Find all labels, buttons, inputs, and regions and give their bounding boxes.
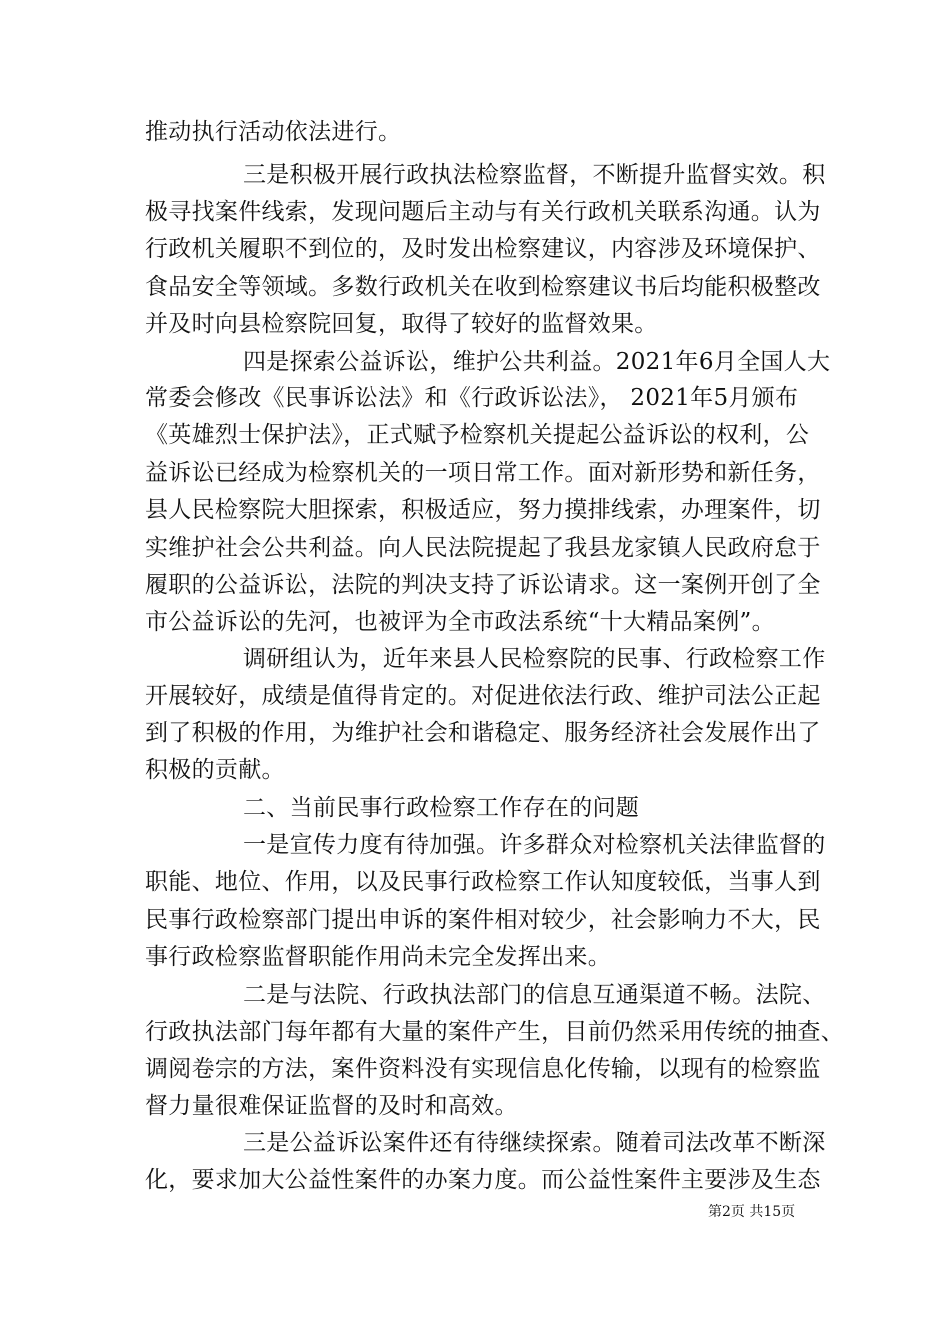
paragraph-first-line: 三是公益诉讼案件还有待继续探索。随着司法改革不断深 <box>243 1130 826 1156</box>
text-line: 实维护社会公共利益。向人民法院提起了我县龙家镇人民政府怠于 <box>145 535 821 561</box>
text-line: 并及时向县检察院回复，取得了较好的监督效果。 <box>145 311 658 337</box>
text-line: 常委会修改《民事诉讼法》和《行政诉讼法》， 2021年5月颁布 <box>145 385 799 411</box>
paragraph-first-line: 调研组认为，近年来县人民检察院的民事、行政检察工作 <box>243 646 826 672</box>
paragraph-first-line: 三是积极开展行政执法检察监督，不断提升监督实效。积 <box>243 162 826 188</box>
text-line: 调阅卷宗的方法，案件资料没有实现信息化传输，以现有的检察监 <box>145 1056 821 1082</box>
text-line: 履职的公益诉讼，法院的判决支持了诉讼请求。这一案例开创了全 <box>145 572 821 598</box>
paragraph-first-line: 一是宣传力度有待加强。许多群众对检察机关法律监督的 <box>243 832 826 858</box>
text-line: 到了积极的作用，为维护社会和谐稳定、服务经济社会发展作出了 <box>145 720 821 746</box>
text-line: 食品安全等领域。多数行政机关在收到检察建议书后均能积极整改 <box>145 274 821 300</box>
text-line: 督力量很难保证监督的及时和高效。 <box>145 1093 518 1119</box>
text-line: 行政执法部门每年都有大量的案件产生，目前仍然采用传统的抽查、 <box>145 1019 844 1045</box>
text-line: 《英雄烈士保护法》，正式赋予检察机关提起公益诉讼的权利，公 <box>145 422 810 448</box>
text-line: 极寻找案件线索，发现问题后主动与有关行政机关联系沟通。认为 <box>145 199 821 225</box>
text-line: 化，要求加大公益性案件的办案力度。而公益性案件主要涉及生态 <box>145 1167 821 1193</box>
text-line: 推动执行活动依法进行。 <box>145 119 402 145</box>
text-line: 县人民检察院大胆探索，积极适应，努力摸排线索，办理案件，切 <box>145 497 821 523</box>
page-number-footer: 第2页 共15页 <box>708 1204 796 1220</box>
text-line: 行政机关履职不到位的，及时发出检察建议，内容涉及环境保护、 <box>145 236 821 262</box>
paragraph-first-line: 二是与法院、行政执法部门的信息互通渠道不畅。法院、 <box>243 982 826 1008</box>
text-line: 民事行政检察部门提出申诉的案件相对较少，社会影响力不大，民 <box>145 907 821 933</box>
text-line: 市公益诉讼的先河，也被评为全市政法系统“十大精品案例”。 <box>145 609 775 635</box>
text-line: 开展较好，成绩是值得肯定的。对促进依法行政、维护司法公正起 <box>145 683 821 709</box>
text-line: 职能、地位、作用，以及民事行政检察工作认知度较低，当事人到 <box>145 869 821 895</box>
text-line: 事行政检察监督职能作用尚未完全发挥出来。 <box>145 944 611 970</box>
text-line: 积极的贡献。 <box>145 757 285 783</box>
section-heading: 二、当前民事行政检察工作存在的问题 <box>243 795 640 821</box>
text-line: 益诉讼已经成为检察机关的一项日常工作。面对新形势和新任务， <box>145 460 821 486</box>
paragraph-first-line: 四是探索公益诉讼，维护公共利益。2021年6月全国人大 <box>243 349 831 375</box>
